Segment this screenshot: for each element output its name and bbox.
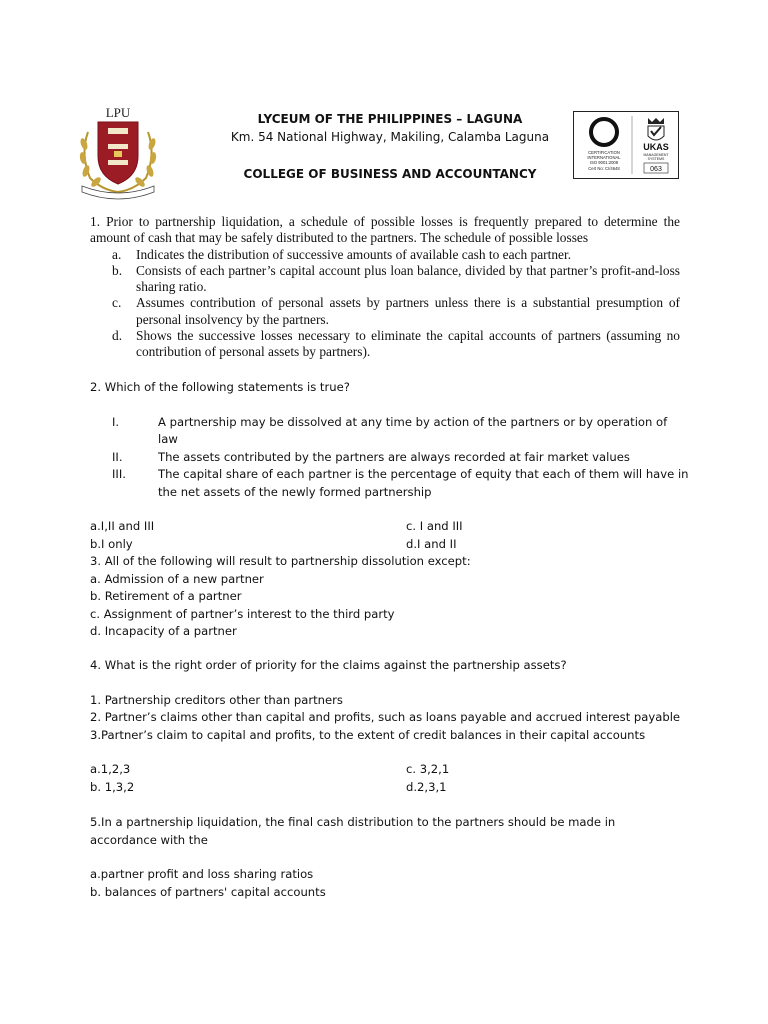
lpu-logo-text: LPU	[105, 105, 131, 120]
certification-badge	[573, 111, 679, 179]
question-1-option-c: c. Assumes contribution of personal assets by partners unless there is a substantial presumption of personal insolvency by the partners.	[112, 295, 680, 327]
question-4-item-3: 3.Partner’s claim to capital and profits, to the extent of credit balances in their capital accounts	[90, 727, 646, 742]
svg-text:Cert No: CI/4648: Cert No: CI/4648	[588, 166, 620, 171]
question-4-choices-row-2: b. 1,3,2 d.2,3,1	[90, 779, 447, 794]
document-header	[200, 110, 580, 183]
svg-text:CERTIFICATION: CERTIFICATION	[588, 150, 620, 155]
question-3-stem: 3. All of the following will result to partnership dissolution except:	[90, 554, 471, 568]
question-4-stem: 4. What is the right order of priority for the claims against the partnership assets?	[90, 658, 567, 672]
svg-text:MANAGEMENT: MANAGEMENT	[643, 153, 669, 157]
question-3-option-a: a. Admission of a new partner	[90, 571, 264, 586]
question-5	[90, 814, 675, 901]
certification-icon	[574, 112, 678, 178]
question-2-statement-1: I. A partnership may be dissolved at any time by action of the partners or by operation of law	[112, 414, 668, 446]
svg-text:UKAS: UKAS	[643, 142, 669, 152]
college-name: COLLEGE OF BUSINESS AND ACCOUNTANCY	[243, 167, 537, 181]
question-1-number: 1.	[90, 214, 101, 229]
question-2	[90, 379, 690, 553]
question-5-option-a: a.partner profit and loss sharing ratios	[90, 867, 314, 881]
question-1	[90, 214, 680, 361]
question-1-option-b: b. Consists of each partner’s capital account plus loan balance, divided by that partner’s profit-and-loss sharing ratio.	[112, 262, 680, 295]
school-name: LYCEUM OF THE PHILIPPINES – LAGUNA	[257, 112, 523, 126]
question-2-choices-row-2: b.I only d.I and II	[90, 536, 457, 551]
question-4-item-1: 1. Partnership creditors other than partners	[90, 692, 343, 707]
question-3	[90, 553, 690, 641]
question-2-statement-3: III. The capital share of each partner is the percentage of equity that each of them will have in the net assets of the newly formed partnership	[112, 467, 689, 499]
question-5-option-b: b. balances of partners' capital accounts	[90, 884, 326, 899]
question-3-option-c: c. Assignment of partner’s interest to the third party	[90, 606, 395, 621]
question-4	[90, 657, 690, 796]
question-3-option-d: d. Incapacity of a partner	[90, 624, 237, 638]
question-2-statement-2: II. The assets contributed by the partners are always recorded at fair market values	[112, 449, 630, 464]
school-address: Km. 54 National Highway, Makiling, Calamba Laguna	[230, 130, 550, 144]
question-1-option-d: d. Shows the successive losses necessary to eliminate the capital accounts of partners (assuming no contribution of personal assets by partners).	[112, 328, 680, 360]
question-2-choices-row-1: a.I,II and III c. I and III	[90, 519, 463, 533]
question-1-option-a: a. Indicates the distribution of successive amounts of available cash to each partner.	[112, 246, 572, 262]
svg-text:SYSTEMS: SYSTEMS	[647, 157, 665, 161]
svg-text:063: 063	[650, 166, 662, 173]
question-4-item-2: 2. Partner’s claims other than capital and profits, such as loans payable and accrued interest payable	[90, 710, 681, 724]
question-3-option-b: b. Retirement of a partner	[90, 589, 242, 603]
question-1-text: Prior to partnership liquidation, a schedule of possible losses is frequently prepared to determine the amount of cash that may be safely distributed to the partners. The schedule of possible losses	[90, 214, 680, 246]
lpu-logo	[74, 104, 162, 200]
svg-text:INTERNATIONAL: INTERNATIONAL	[587, 155, 621, 160]
svg-text:ISO 9001:2008: ISO 9001:2008	[589, 160, 619, 165]
question-5-stem: 5.In a partnership liquidation, the final cash distribution to the partners should be made in accordance with the	[90, 815, 616, 847]
question-2-stem: 2. Which of the following statements is true?	[90, 380, 350, 394]
question-4-choices-row-1: a.1,2,3 c. 3,2,1	[90, 762, 450, 776]
question-1-stem	[90, 214, 680, 247]
